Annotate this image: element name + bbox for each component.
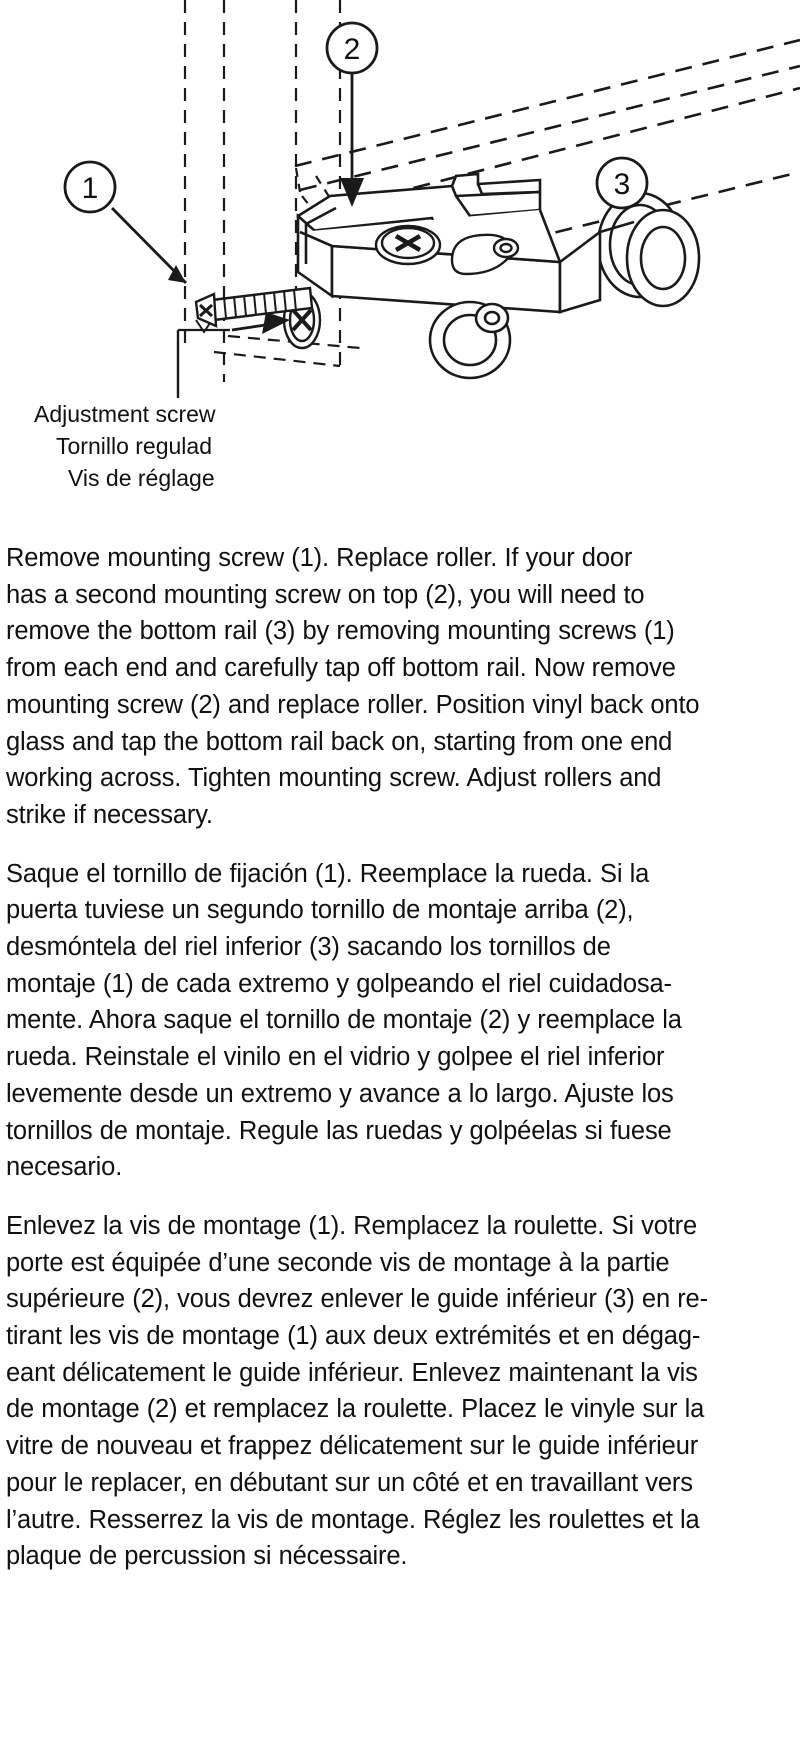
text-line: rueda. Reinstale el vinilo en el vidrio y golpee el riel inferior [6, 1043, 665, 1072]
text-line: necesario. [6, 1153, 123, 1182]
text-line: mounting screw (2) and replace roller. Position vinyl back onto [6, 690, 700, 719]
text-line: remove the bottom rail (3) by removing mounting screws (1) [6, 617, 675, 646]
text-line: strike if necessary. [6, 800, 213, 829]
text-line: working across. Tighten mounting screw. Adjust rollers and [6, 764, 662, 793]
text-line: pour le replacer, en débutant sur un côté et en travaillant vers [6, 1468, 693, 1497]
text-line: tirant les vis de montage (1) aux deux extrémités et en dégag- [6, 1322, 701, 1351]
top-phillips-screw-head [376, 226, 440, 264]
text-line: glass and tap the bottom rail back on, starting from one end [6, 727, 673, 756]
text-line: montaje (1) de cada extremo y golpeando el riel cuidadosa- [6, 969, 672, 998]
text-line: supérieure (2), vous devrez enlever le guide inférieur (3) en re- [6, 1285, 708, 1314]
caption-line-spanish: Tornillo regulad [56, 433, 212, 459]
text-line: vitre de nouveau et frappez délicatement sur le guide inférieur [6, 1432, 699, 1461]
text-line: Remove mounting screw (1). Replace roller. If your door [6, 544, 633, 572]
text-line: de montage (2) et remplacez la roulette. Placez le vinyle sur la [6, 1395, 705, 1424]
callout-1 [65, 162, 115, 212]
text-line: porte est équipée d’une seconde vis de montage à la partie [6, 1248, 670, 1277]
text-line: levemente desde un extremo y avance a lo largo. Ajuste los [6, 1079, 674, 1108]
callout-3-label: 3 [613, 168, 631, 201]
figure-caption [34, 398, 454, 494]
instruction-paragraph-english [6, 540, 712, 834]
text-line: Enlevez la vis de montage (1). Remplacez la roulette. Si votre [6, 1211, 698, 1240]
text-line: has a second mounting screw on top (2), you will need to [6, 580, 645, 609]
text-line: puerta tuviese un segundo tornillo de montaje arriba (2), [6, 896, 634, 925]
text-line: desmóntela del riel inferior (3) sacando los tornillos de [6, 933, 611, 962]
callout-1-label: 1 [81, 172, 99, 205]
callout-3 [597, 158, 647, 208]
text-line: plaque de percussion si nécessaire. [6, 1542, 408, 1571]
instruction-text-area [6, 540, 712, 1575]
text-line: tornillos de montaje. Regule las ruedas y golpéelas si fuese [6, 1116, 672, 1145]
callout-2 [327, 23, 377, 73]
caption-line-english: Adjustment screw [34, 401, 216, 427]
callout-2-label: 2 [343, 33, 361, 66]
text-line: l’autre. Resserrez la vis de montage. Réglez les roulettes et la [6, 1505, 700, 1534]
text-line: eant délicatement le guide inférieur. Enlevez maintenant la vis [6, 1358, 698, 1387]
instruction-paragraph-french [6, 1208, 712, 1575]
text-line: from each end and carefully tap off bottom rail. Now remove [6, 654, 676, 683]
caption-line-french: Vis de réglage [68, 465, 215, 491]
text-line: Saque el tornillo de fijación (1). Reemplace la rueda. Si la [6, 859, 650, 888]
roller-assembly-drawing [0, 0, 800, 400]
instruction-paragraph-spanish [6, 856, 712, 1186]
figure-illustration [0, 0, 800, 400]
text-line: mente. Ahora saque el tornillo de montaje (2) y reemplace la [6, 1006, 682, 1035]
